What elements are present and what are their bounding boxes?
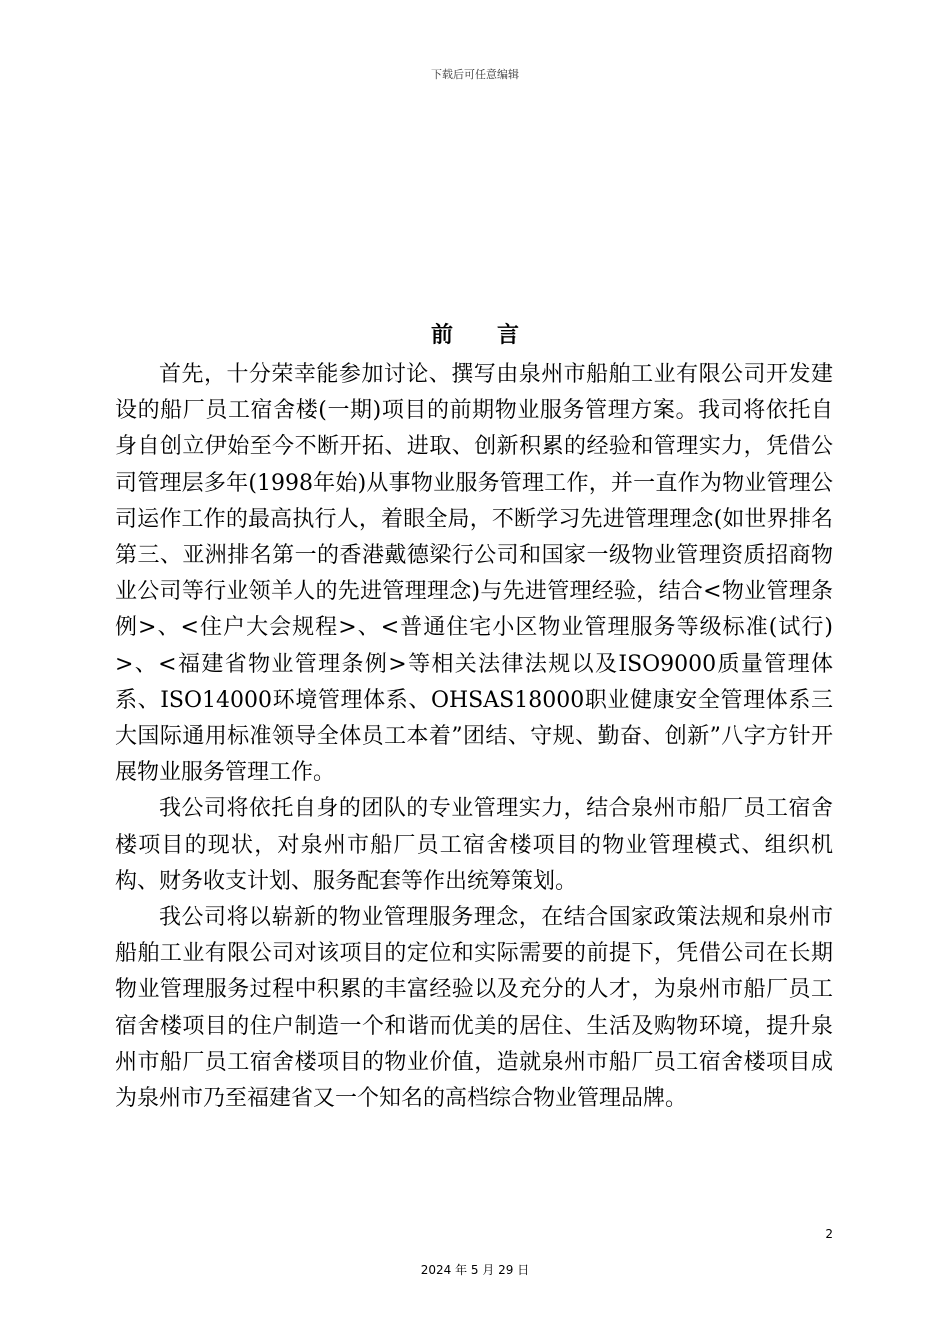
paragraph-vision: 我公司将以崭新的物业管理服务理念，在结合国家政策法规和泉州市船舶工业有限公司对该项目的定位和实际需要的前提下，凭借公司在长期物业管理服务过程中积累的丰富经验以及充分的人才，为泉州市船厂员工宿舍楼项目的住户制造一个和谐而优美的居住、生活及购物环境，提升泉州市船厂员工宿舍楼项目的物业价值，造就泉州市船厂员工宿舍楼项目成为泉州市乃至福建省又一个知名的高档综合物业管理品牌。 xyxy=(115,905,833,1112)
header-note: 下载后可任意编辑 xyxy=(431,68,519,81)
paragraph-strategy: 我公司将依托自身的团队的专业管理实力，结合泉州市船厂员工宿舍楼项目的现状，对泉州市船厂员工宿舍楼项目的物业管理模式、组织机构、财务收支计划、服务配套等作出统筹策划。 xyxy=(115,796,833,894)
paragraph-intro: 首先，十分荣幸能参加讨论、撰写由泉州市船舶工业有限公司开发建设的船厂员工宿舍楼(一期)项目的前期物业服务管理方案。我司将依托自身自创立伊始至今不断开拓、进取、创新积累的经验和管理实力，凭借公司管理层多年(1998年始)从事物业服务管理工作，并一直作为物业管理公司运作工作的最高执行人，着眼全局，不断学习先进管理理念(如世界排名第三、亚洲排名第一的香港戴德梁行公司和国家一级物业管理资质招商物业公司等行业领羊人的先进管理理念)与先进管理经验，结合<物业管理条例>、<住户大会规程>、<普通住宅小区物业管理服务等级标准(试行)>、<福建省物业管理条例>等相关法律法规以及ISO9000质量管理体系、ISO14000环境管理体系、OHSAS18000职业健康安全管理体系三大国际通用标准领导全体员工本着”团结、守规、勤奋、创新”八字方针开展物业服务管理工作。 xyxy=(115,362,833,786)
document-body xyxy=(115,357,833,1117)
footer-date: 2024 年 5 月 29 日 xyxy=(420,1263,530,1277)
page-number: 2 xyxy=(825,1227,833,1241)
page-title: 前言 xyxy=(430,323,563,348)
